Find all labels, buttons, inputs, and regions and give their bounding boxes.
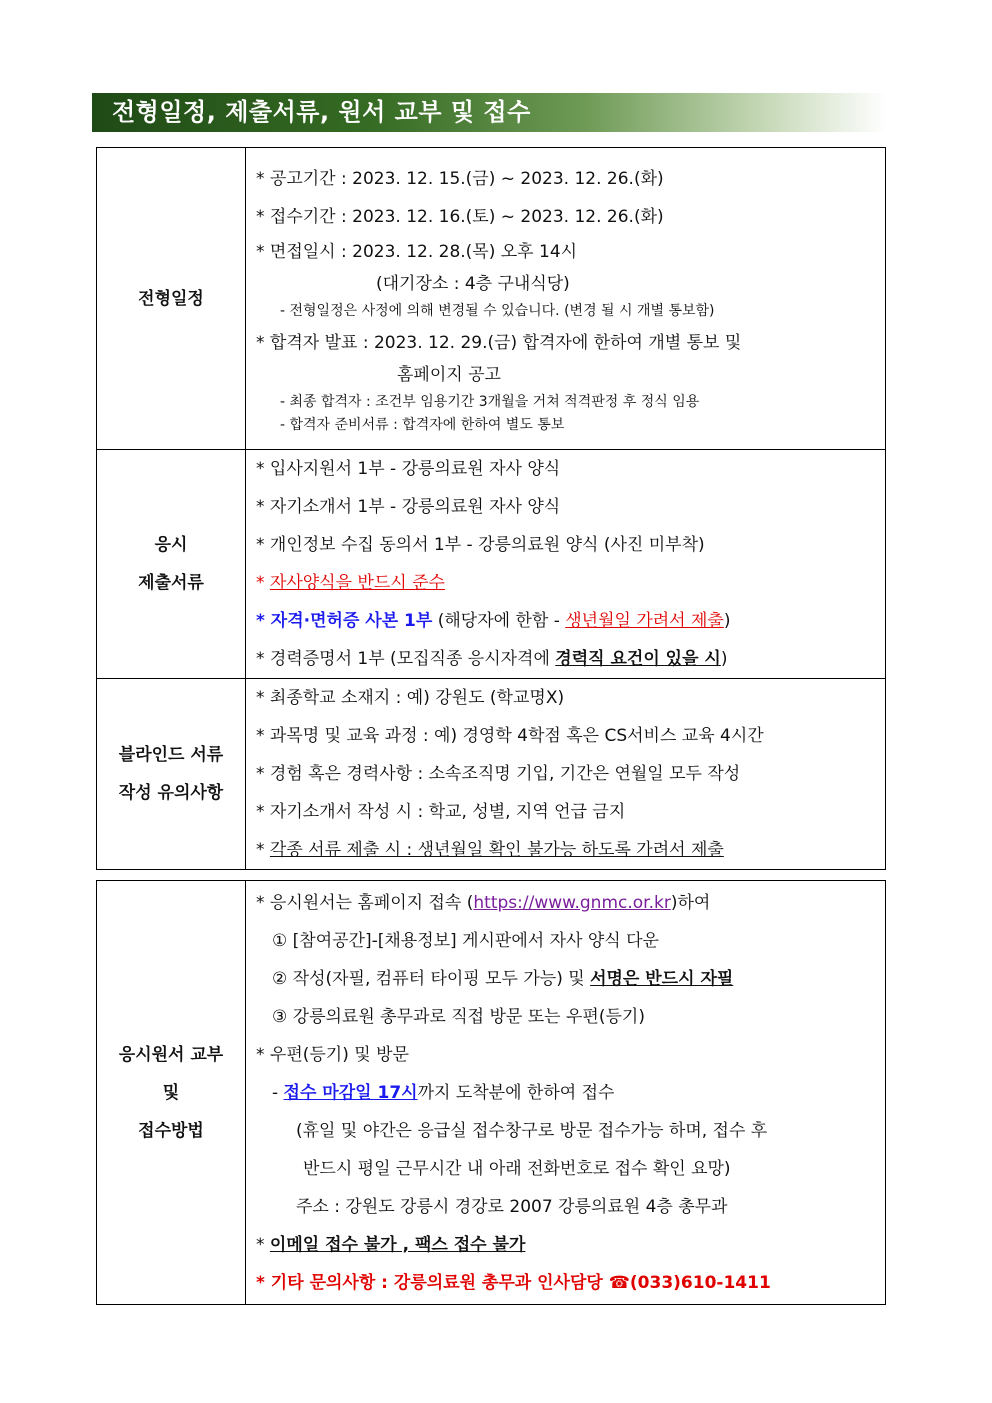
schedule-header-label: 전형일정 (138, 288, 204, 309)
apply-homepage-text: * 응시원서는 홈페이지 접속 ( (256, 892, 474, 913)
doc-career-certificate (256, 640, 879, 678)
bullet: * (256, 573, 270, 593)
doc-form-notice-text: 자사양식을 반드시 준수 (269, 573, 445, 593)
section-title-banner (92, 93, 886, 132)
prep-documents-note: - 합격자 준비서류 : 합격자에 한하여 별도 통보 (280, 417, 565, 433)
documents-content (246, 450, 886, 679)
blind-header-line1: 블라인드 서류 (118, 745, 224, 765)
schedule-header (97, 148, 246, 450)
blind-header (97, 679, 246, 870)
interview-datetime: * 면접일시 : 2023. 12. 28.(목) 오후 14시 (256, 242, 578, 262)
documents-row (97, 450, 886, 679)
apply-step-2 (256, 960, 879, 998)
apply-step-2-text: ② 작성(자필, 컴퓨터 타이핑 모두 가능) 및 (272, 968, 591, 989)
apply-holiday-note: (휴일 및 야간은 응급실 접수창구로 방문 접수가능 하며, 접수 후 (296, 1120, 768, 1141)
application-header-line2: 및 (162, 1082, 180, 1103)
homepage-link[interactable]: https://www.gnmc.or.kr (473, 892, 671, 913)
result-homepage-notice: 홈페이지 공고 (397, 365, 501, 385)
blind-document-mask-text: 각종 서류 제출 시 : 생년월일 확인 불가능 하도록 가려서 제출 (269, 840, 724, 860)
apply-contact: * 기타 문의사항 : 강릉의료원 총무과 인사담당 ☎(033)610-1411 (256, 1272, 771, 1293)
application-period: * 접수기간 : 2023. 12. 16.(토) ~ 2023. 12. 26.(화) (256, 207, 664, 227)
apply-deadline-text: 까지 도착분에 한하여 접수 (417, 1082, 615, 1103)
apply-homepage (256, 884, 879, 922)
doc-form-notice (256, 564, 879, 602)
doc-privacy-consent: * 개인정보 수집 동의서 1부 - 강릉의료원 양식 (사진 미부착) (256, 535, 705, 555)
apply-address: 주소 : 강원도 강릉시 경강로 2007 강릉의료원 4층 총무과 (296, 1196, 728, 1217)
result-announcement: * 합격자 발표 : 2023. 12. 29.(금) 합격자에 한하여 개별 통보 및 (256, 333, 742, 353)
doc-license-copy (256, 602, 879, 640)
documents-header (97, 450, 246, 679)
bullet: * (256, 840, 270, 860)
application-row (97, 881, 886, 1305)
doc-self-intro: * 자기소개서 1부 - 강릉의료원 자사 양식 (256, 497, 561, 517)
doc-license-copy-cond: (해당자에 한함 - (432, 611, 566, 631)
doc-career-condition: 경력직 요건이 있을 시 (555, 649, 721, 669)
blind-course: * 과목명 및 교육 과정 : 예) 경영학 4학점 혹은 CS서비스 교육 4시간 (256, 726, 764, 746)
apply-email-fax-text: 이메일 접수 불가 , 팩스 접수 불가 (269, 1234, 526, 1255)
apply-mail-visit: * 우편(등기) 및 방문 (256, 1044, 409, 1065)
blind-school-location: * 최종학교 소재지 : 예) 강원도 (학교명X) (256, 688, 565, 708)
blind-content (246, 679, 886, 870)
apply-email-fax-notice (256, 1226, 879, 1264)
interview-waiting-place: (대기장소 : 4층 구내식당) (376, 274, 570, 294)
documents-header-line2: 제출서류 (138, 573, 204, 593)
doc-license-copy-mask: 생년월일 가려서 제출 (565, 611, 724, 631)
apply-confirm-note: 반드시 평일 근무시간 내 아래 전화번호로 접수 확인 요망) (303, 1158, 731, 1179)
schedule-row (97, 148, 886, 450)
apply-deadline (256, 1074, 879, 1112)
doc-career-text: * 경력증명서 1부 (모집직종 응시자격에 (256, 649, 556, 669)
application-header-line3: 접수방법 (138, 1120, 204, 1141)
dash: - (272, 1082, 284, 1103)
schedule-change-note: - 전형일정은 사정에 의해 변경될 수 있습니다. (변경 될 시 개별 통보함) (280, 303, 715, 319)
application-content (246, 881, 886, 1305)
apply-homepage-suffix: )하여 (670, 892, 711, 913)
doc-license-copy-label: * 자격·면허증 사본 1부 (256, 611, 433, 631)
final-hire-note: - 최종 합격자 : 조건부 임용기간 3개월을 거쳐 적격판정 후 정식 임용 (280, 394, 700, 410)
documents-header-line1: 응시 (154, 535, 188, 555)
blind-document-mask (256, 831, 885, 869)
schedule-content (246, 148, 886, 450)
application-header (97, 881, 246, 1305)
section-title: 전형일정, 제출서류, 원서 교부 및 접수 (112, 98, 531, 126)
apply-step-3: ③ 강릉의료원 총무과로 직접 방문 또는 우편(등기) (272, 1006, 645, 1027)
doc-application-form: * 입사지원서 1부 - 강릉의료원 자사 양식 (256, 459, 561, 479)
paren-close: ) (720, 649, 728, 669)
bullet: * (256, 1234, 270, 1255)
application-table (96, 880, 886, 1305)
apply-signature-note: 서명은 반드시 자필 (590, 968, 734, 989)
blind-header-line2: 작성 유의사항 (118, 783, 224, 803)
apply-deadline-time: 접수 마감일 17시 (283, 1082, 418, 1103)
info-table (96, 147, 886, 870)
apply-step-1: ① [참여공간]-[채용정보] 게시판에서 자사 양식 다운 (272, 930, 659, 951)
notice-period: * 공고기간 : 2023. 12. 15.(금) ~ 2023. 12. 26.(화) (256, 169, 664, 189)
blind-self-intro: * 자기소개서 작성 시 : 학교, 성별, 지역 언급 금지 (256, 802, 626, 822)
paren-close: ) (723, 611, 731, 631)
blind-row (97, 679, 886, 870)
application-header-line1: 응시원서 교부 (118, 1044, 224, 1065)
blind-experience: * 경험 혹은 경력사항 : 소속조직명 기입, 기간은 연월일 모두 작성 (256, 764, 741, 784)
